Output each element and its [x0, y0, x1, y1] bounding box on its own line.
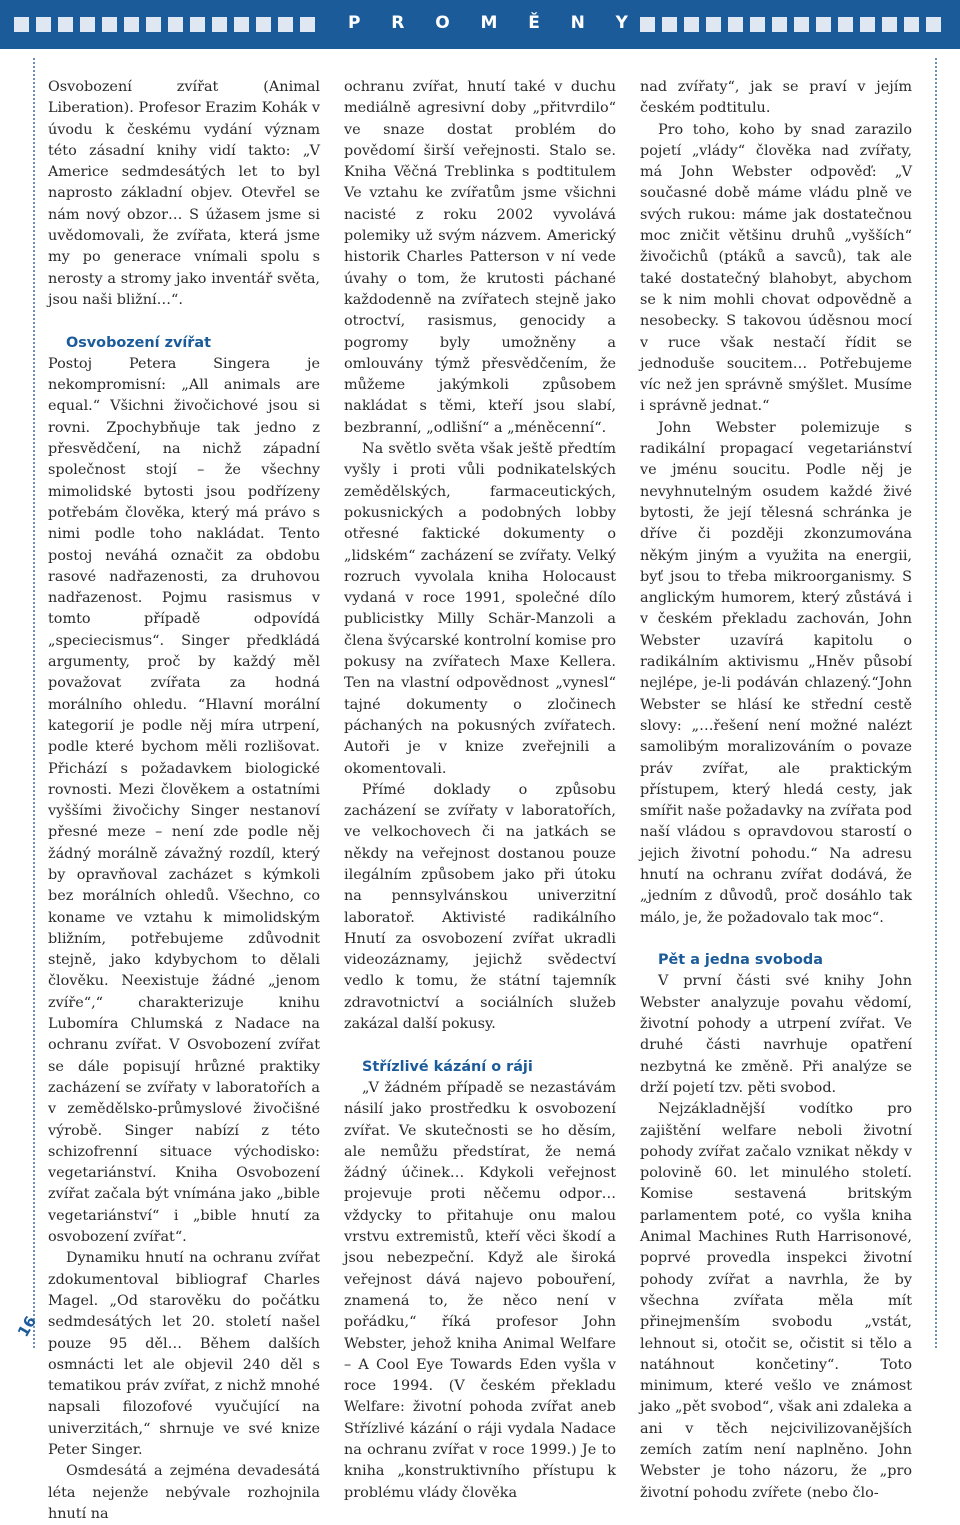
header-square [234, 17, 249, 32]
title-letter: R [391, 13, 405, 33]
paragraph: Pro toho, koho by snad zarazilo pojetí „vlády“ člověka nad zvířaty, má John Webster odpověď: „V současné době máme vládu plně ve svých rukou: máme jak dostatečnou moc zničit většinu druhů „vyšších“ živočichů (ptáků a savců), tak ale také dostatečný blahobyt, abychom se k nim mohli chovat odpovědně a nesobecky. S takovou úděsnou mocí v ruce však nestačí řídit se jednoduše soucitem… Potřebujeme víc než jen správně smýšlet. Musíme i správně jednat.“ [640, 121, 912, 415]
section-title [348, 13, 628, 33]
header-square [904, 17, 919, 32]
title-letter: Y [615, 13, 628, 33]
title-letter: P [348, 13, 361, 33]
header-square [278, 17, 293, 32]
header-square [728, 17, 743, 32]
header-square [706, 17, 721, 32]
paragraph: nad zvířaty“, jak se praví v jejím českém podtitulu. [640, 79, 912, 117]
right-dotted-rule [935, 58, 937, 1348]
header-square [838, 17, 853, 32]
header-square [816, 17, 831, 32]
header-square [36, 17, 51, 32]
header-squares-left [14, 17, 322, 32]
header-square [882, 17, 897, 32]
paragraph: „V žádném případě se nezastávám násilí jako prostředku k osvobození zvířat. Ve skutečnosti se ho děsím, ale nemůžu předstírat, že nemá žádný účinek… Kdykoli veřejnost projevuje proti něčemu odpor… vždycky to přitahuje onu malou vrstvu extremistů, kteří věci škodí a jsou nebezpeční. Když ale široká veřejnost dává najevo pobouření, znamená to, že něco není v pořádku,“ říká profesor John Webster, jehož kniha Animal Welfare – A Cool Eye Towards Eden vyšla v roce 1994. (V českém překladu Welfare: životní pohoda zvířat aneb Střízlivé kázání o ráji vydala Nadace na ochranu zvířat v roce 1999.) Je to kniha „konstruktivního přístupu k problému vlády člověka [344, 1079, 616, 1501]
header-square [794, 17, 809, 32]
header-square [102, 17, 117, 32]
header-square [80, 17, 95, 32]
subheading: Střízlivé kázání o ráji [362, 1058, 533, 1075]
column-1 [48, 77, 320, 1525]
header-square [640, 17, 655, 32]
header-squares-right [640, 17, 948, 32]
column-3 [640, 77, 912, 1504]
header-square [14, 17, 29, 32]
header-square [750, 17, 765, 32]
paragraph: Přímé doklady o způsobu zacházení se zvířaty v laboratořích, ve velkochovech či na jatkách se někdy na veřejnost dostanou pouze ilegálním způsobem jako při útoku na pennsylvánskou univerzitní laboratoř. Aktivisté radikálního Hnutí za osvobození zvířat ukradli videozáznamy, jejichž svědectví vedlo k tomu, že státní tajemník zdravotnictví a sociálních služeb zakázal další pokusy. [344, 781, 616, 1033]
section-header-bar [0, 0, 960, 49]
paragraph: V první části své knihy John Webster analyzuje povahu vědomí, životní pohody a utrpení zvířat. Ve druhé části navrhuje opatření nezbytná ke změně. Při analýze se drží pojetí tzv. pěti svobod. [640, 973, 912, 1096]
title-letter: O [435, 13, 450, 33]
header-square [662, 17, 677, 32]
header-square [684, 17, 699, 32]
paragraph: ochranu zvířat, hnutí také v duchu mediálně agresivní doby „přitvrdilo“ ve snaze dostat problém do povědomí širší veřejnosti. Stalo se. Kniha Věčná Treblinka s podtitulem Ve vztahu ke zvířatům jsme všichni nacisté z roku 2002 vyvolává polemiky už svým názvem. Americký historik Charles Patterson v ní vede úvahy o tom, že krutosti páchané každodenně na zvířatech stejně jako otroctví, rasismus, genocidy a pogromy byly umožněny a omlouvány týmž přesvědčením, že můžeme jakýmkoli způsobem nakládat s těmi, kteří jsou slabí, bezbranní, „odlišní“ a „méněcenní“. [344, 79, 616, 436]
header-square [300, 17, 315, 32]
title-letter: M [480, 13, 498, 33]
header-square [58, 17, 73, 32]
header-square [212, 17, 227, 32]
left-dotted-rule [33, 58, 35, 1348]
column-2 [344, 77, 616, 1504]
header-square [124, 17, 139, 32]
paragraph: Dynamiku hnutí na ochranu zvířat zdokumentoval bibliograf Charles Magel. „Od starověku do počátku sedmdesátých let 20. století našel pouze 95 děl… Během dalších osmnácti let ale objevil 240 děl s tematikou práv zvířat, z nichž mnohé napsali filozofové vyučující na univerzitách,“ shrnuje ve své knize Peter Singer. [48, 1250, 320, 1458]
header-square [926, 17, 941, 32]
subheading: Pět a jedna svoboda [658, 952, 823, 969]
subheading: Osvobození zvířat [66, 334, 211, 351]
header-square [146, 17, 161, 32]
paragraph: Osmdesátá a zejména devadesátá léta nejenže nebývale rozhojnila hnutí na [48, 1463, 320, 1522]
header-square [190, 17, 205, 32]
paragraph: Postoj Petera Singera je nekompromisní: „All animals are equal.“ Všichni živočichové jsou si rovni. Zpochybňuje tak jedno z přesvědčení, na nichž západní společnost stojí – že všechny mimolidské bytosti jsou podřízeny potřebám člověka, který má právo s nimi podle toho nakládat. Tento postoj neváhá označit za obdobu rasové nadřazenosti, za druhovou nadřazenost. Pojmu rasismus v tomto případě odpovídá „speciecismus“. Singer předkládá argumenty, proč by každý měl považovat zvířata za hodná morálního ohledu. “Hlavní morální kategorií je podle něj míra utrpení, podle které bychom měli rozlišovat. Přichází s požadavkem biologické rovnosti. Mezi člověkem a ostatními vyššími živočichy Singer nestanoví přesné meze – není zde podle něj žádný morálně závažný rozdíl, který by opravňoval zacházet s kýmkoli bez morálních ohledů. Všechno, co koname ve vztahu k mimolidským bližním, potřebujeme zdůvodnit stejně, jako kdybychom to dělali člověku. Neexistuje žádné „jenom zvíře“,“ charakterizuje knihu Lubomíra Chlumská z Nadace na ochranu zvířat. V Osvobození zvířat se dále popisují hrůzné praktiky zacházení se zvířaty v laboratořích a v zemědělsko-průmyslové živočišné výrobě. Singer nabízí z této schizofrenní situace východisko: vegetariánství. Kniha Osvobození zvířat začala být vnímána jako „bible vegetariánství“ i „bible hnutí za osvobození zvířat“. [48, 355, 320, 1246]
paragraph: Na světlo světa však ještě předtím vyšly i proti vůli podnikatelských zemědělských, farmaceutických, pokusnických a podobných lobby otřesné faktické dokumenty o „lidském“ zacházení se zvířaty. Velký rozruch vyvolala kniha Holocaust vydaná v roce 1991, společné dílo publicistky Milly Schär-Manzoli a člena švýcarské kontrolní komise pro pokusy na zvířatech Maxe Kellera. Ten na vlastní odpovědnost „vynesl“ tajné dokumenty o zločinech páchaných na pokusných zvířatech. Autoři je v knize zveřejnili a okomentovali. [344, 441, 616, 777]
title-letter: N [570, 13, 585, 33]
paragraph: John Webster polemizuje s radikální propagací vegetariánství ve jménu soucitu. Podle něj je nevyhnutelným osudem každé živé bytosti, že její tělesná schránka je dříve či později zkonzumována někým jiným a využita na energii, byť jsou to třeba mikroorganismy. S anglickým humorem, který zůstává i v českém překladu zachován, John Webster uzavírá kapitolu o radikálním aktivismu „Hněv působí nejlépe, je-li podáván chlazený.“John Webster se hlásí ke střední cestě slovy: „…řešení není možné nalézt samolibým moralizováním o povaze práv zvířat, ale praktickým přístupem, který hledá cesty, jak smířit naše požadavky na zvířata pod naší vládou s opravdovou starostí o jejich životní pohodu.“ Na adresu hnutí na ochranu zvířat dodává, že „jedním z důvodů, proč dosáhlo tak málo, je, že požadovalo tak moc“. [640, 419, 912, 926]
header-square [772, 17, 787, 32]
header-square [256, 17, 271, 32]
paragraph: Osvobození zvířat (Animal Liberation). Profesor Erazim Kohák v úvodu k českému vydání význam této zásadní knihy vidí takto: „V Americe sedmdesátých let to byl naprosto základní objev. Otevřel se nám nový obzor… S úžasem jsme si uvědomovali, že zvířata, která jsme my po generace vnímali spolu s nerosty a stromy jako inventář světa, jsou naši bližní…“. [48, 79, 320, 308]
page-number: 16 [14, 1312, 41, 1340]
paragraph: Nejzákladnější vodítko pro zajištění welfare neboli životní pohody zvířat začalo vznikat někdy v polovině 60. let minulého století. Komise sestavená britským parlamentem poté, co vyšla kniha Animal Machines Ruth Harrisonové, poprvé provedla inspekci životní pohody zvířat a navrhla, že by všechna zvířata měla mít přinejmenším svobodu „vstát, lehnout si, otočit se, očistit si tělo a natáhnout končetiny“. Toto minimum, které vešlo ve známost jako „pět svobod“, však ani zdaleka a ani v těch nejcivilizovanějších zemích zatím není naplněno. John Webster je toho názoru, že „pro životní pohodu zvířete (nebo člo- [640, 1101, 912, 1501]
title-letter: Ě [528, 13, 540, 33]
header-square [168, 17, 183, 32]
header-square [860, 17, 875, 32]
